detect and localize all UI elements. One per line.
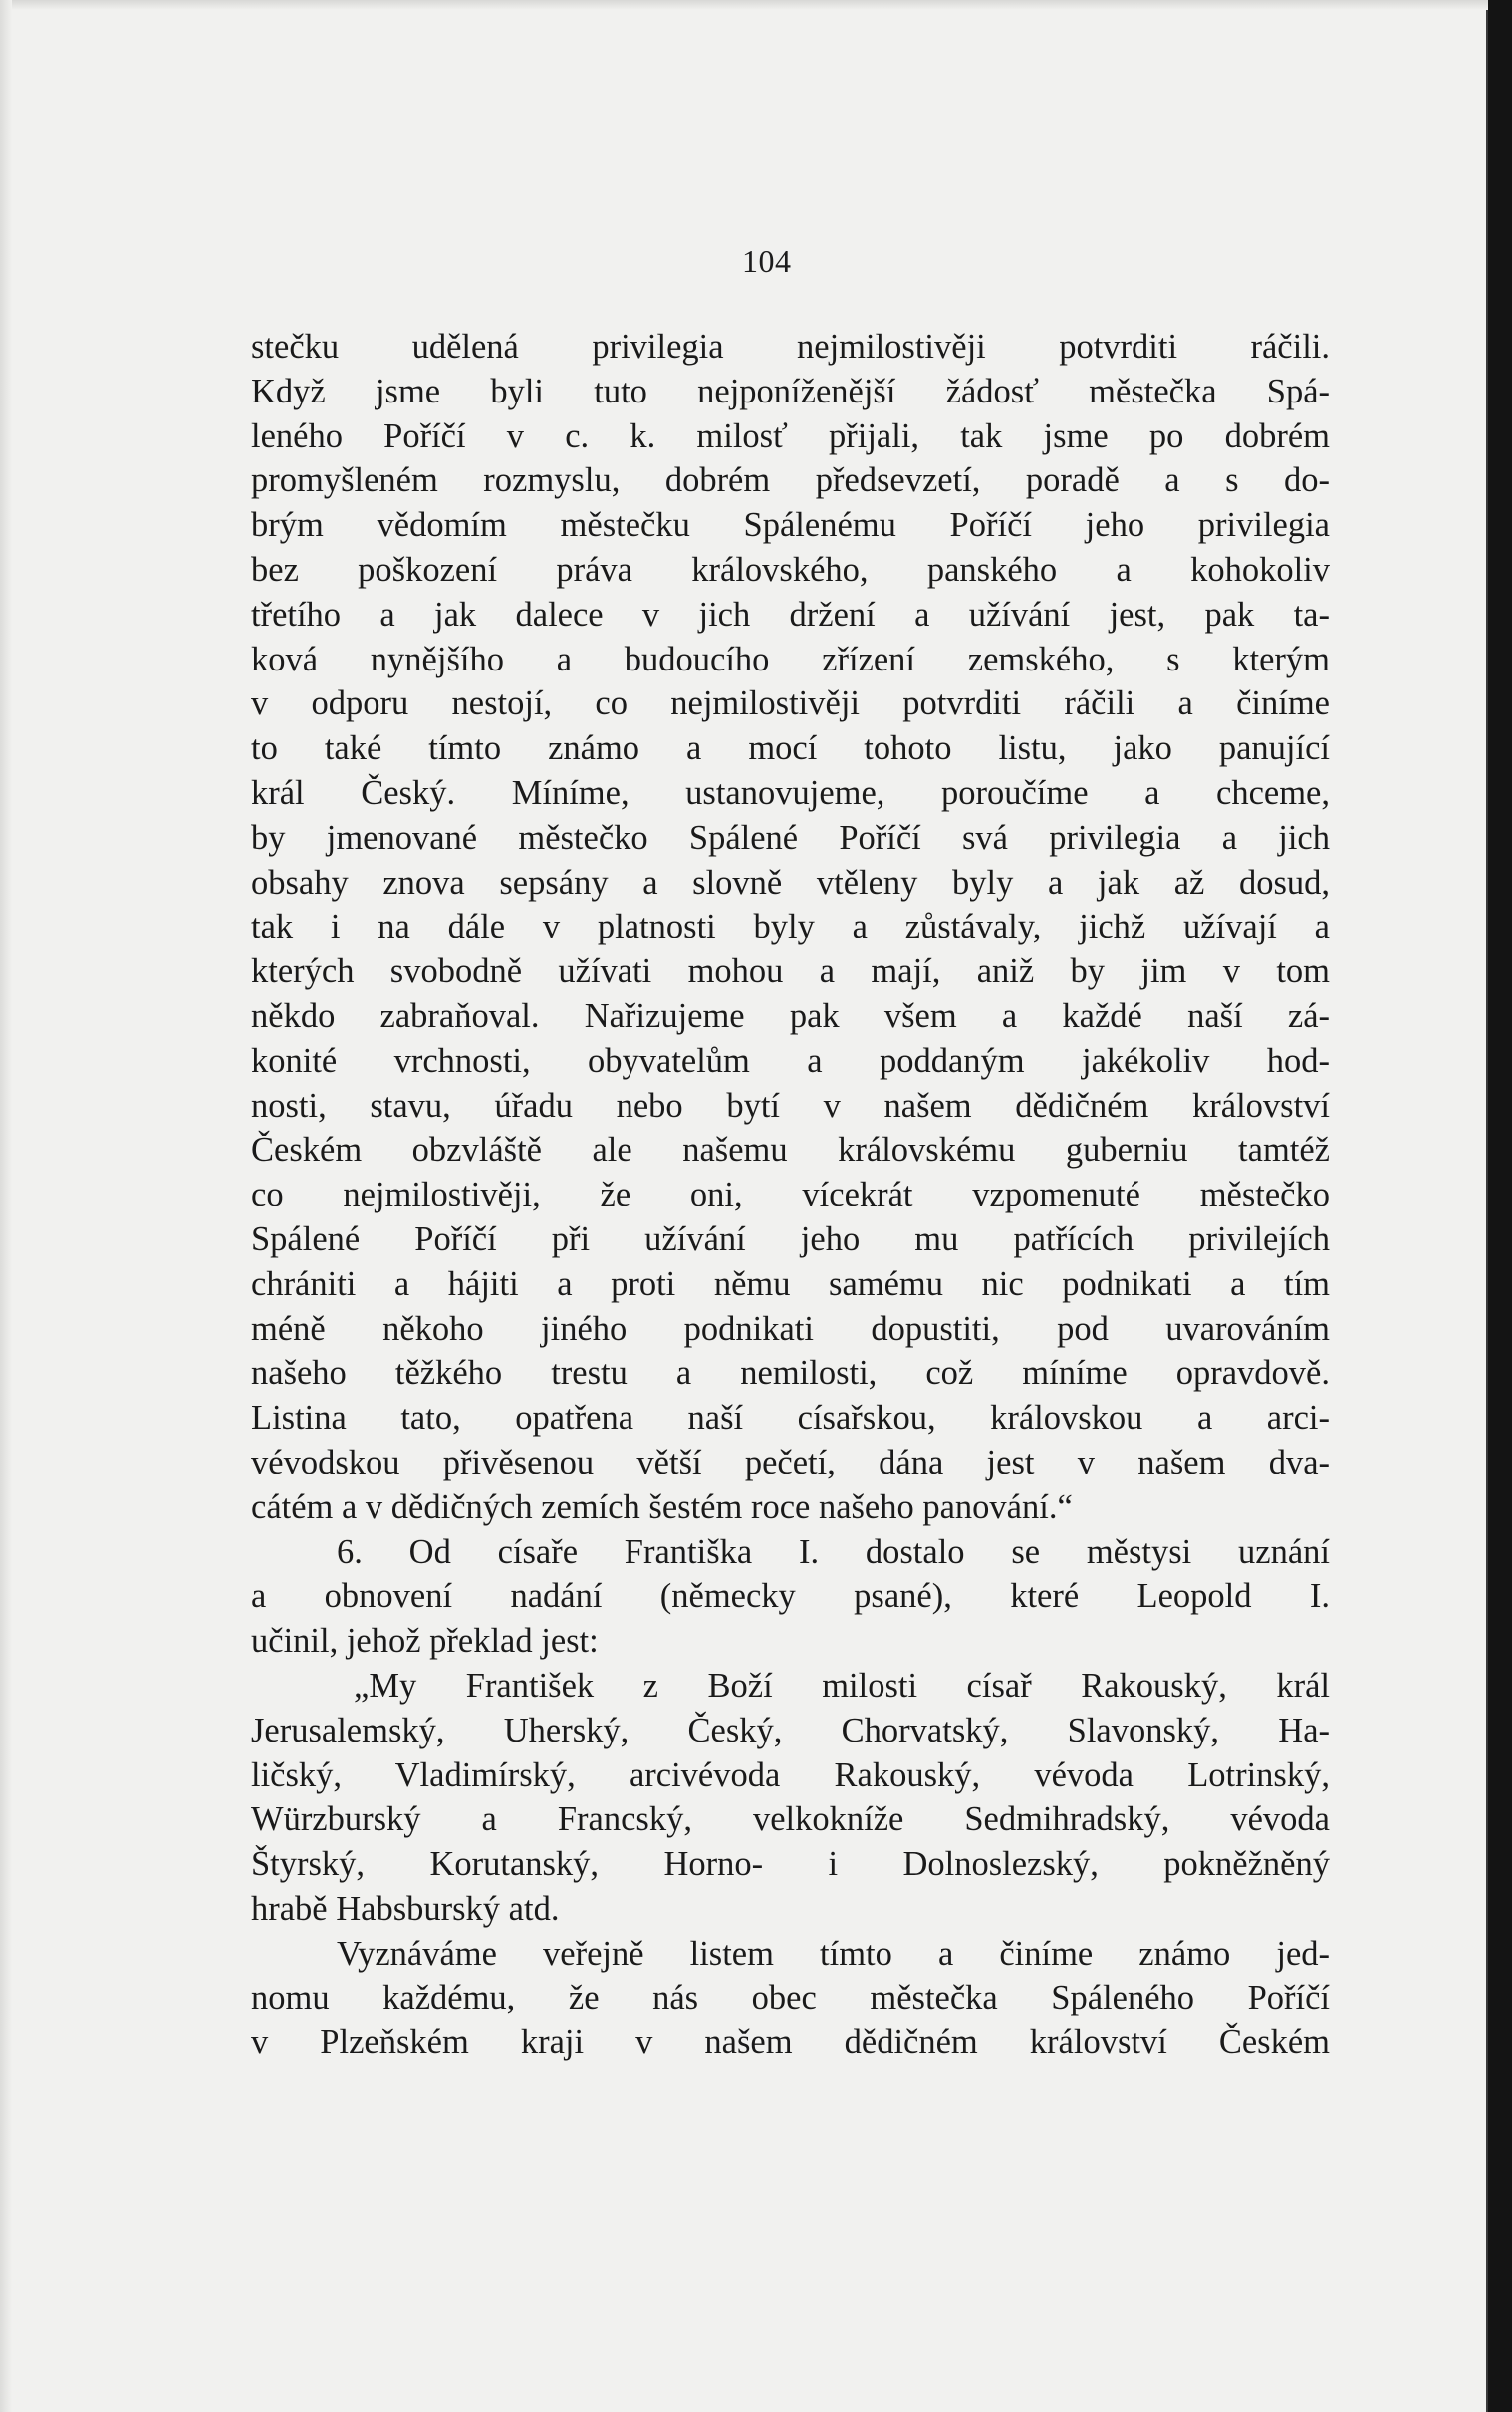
scan-border: [1488, 0, 1512, 2412]
text-line: Spálené Poříčí při užívání jeho mu patřících privilejích: [251, 1219, 1330, 1258]
text-line: ličský, Vladimírský, arcivévoda Rakouský, vévoda Lotrinský,: [251, 1755, 1330, 1794]
text-line: promyšleném rozmyslu, dobrém předsevzetí, poradě a s do-: [251, 461, 1330, 500]
text-line: Štyrský, Korutanský, Horno- i Dolnoslezský, pokněžněný: [251, 1845, 1330, 1884]
body-text: [251, 325, 1330, 2065]
text-line: obsahy znova sepsány a slovně vtěleny byly a jak až dosud,: [251, 863, 1330, 902]
text-line: nosti, stavu, úřadu nebo bytí v našem dědičném království: [251, 1086, 1330, 1125]
text-line: kterých svobodně užívati mohou a mají, aniž by jim v tom: [251, 952, 1330, 991]
text-line: bez poškození práva královského, panského a kohokoliv: [251, 550, 1330, 589]
page-number: 104: [742, 243, 792, 279]
text-line: 6. Od císaře Františka I. dostalo se městysi uznání: [337, 1532, 1330, 1571]
text-line: Vyznáváme veřejně listem tímto a činíme známo jed-: [337, 1934, 1330, 1973]
text-line: leného Poříčí v c. k. milosť přijali, tak jsme po dobrém: [251, 416, 1330, 455]
text-line: Würzburský a Francský, velkokníže Sedmihradský, vévoda: [251, 1800, 1330, 1839]
text-line: stečku udělená privilegia nejmilostivěji potvrditi ráčili.: [251, 328, 1330, 366]
text-line: vévodskou přivěsenou větší pečetí, dána jest v našem dva-: [251, 1443, 1330, 1481]
text-line: v Plzeňském kraji v našem dědičném království Českém: [251, 2023, 1330, 2062]
text-line: by jmenované městečko Spálené Poříčí svá privilegia a jich: [251, 818, 1330, 857]
text-line: Jerusalemský, Uherský, Český, Chorvatský, Slavonský, Ha-: [251, 1711, 1330, 1749]
text-line: chrániti a hájiti a proti němu samému nic podnikati a tím: [251, 1264, 1330, 1303]
text-line: to také tímto známo a mocí tohoto listu, jako panující: [251, 729, 1330, 768]
page-left-shadow: [0, 0, 12, 2412]
text-line: v odporu nestojí, co nejmilostivěji potvrditi ráčili a činíme: [251, 684, 1330, 723]
text-line: nomu každému, že nás obec městečka Spáleného Poříčí: [251, 1979, 1330, 2017]
text-line: cátém a v dědičných zemích šestém roce našeho panování.“: [251, 1487, 1073, 1526]
text-line: učinil, jehož překlad jest:: [251, 1622, 599, 1661]
text-line: někdo zabraňoval. Nařizujeme pak všem a každé naší zá-: [251, 996, 1330, 1035]
text-line: Listina tato, opatřena naší císařskou, královskou a arci-: [251, 1399, 1330, 1438]
text-line: konité vrchnosti, obyvatelům a poddaným jakékoliv hod-: [251, 1041, 1330, 1080]
text-line: Když jsme byli tuto nejponíženější žádosť městečka Spá-: [251, 372, 1330, 410]
text-line: král Český. Míníme, ustanovujeme, poroučíme a chceme,: [251, 773, 1330, 812]
text-line: Českém obzvláště ale našemu královskému guberniu tamtéž: [251, 1131, 1330, 1170]
text-line: hrabě Habsburský atd.: [251, 1889, 560, 1928]
page-top-shadow: [0, 0, 1488, 10]
text-line: „My František z Boží milosti císař Rakouský, král: [354, 1666, 1330, 1705]
text-line: co nejmilostivěji, že oni, vícekrát vzpomenuté městečko: [251, 1176, 1330, 1214]
text-line: a obnovení nadání (německy psané), které Leopold I.: [251, 1577, 1330, 1616]
text-line: méně někoho jiného podnikati dopustiti, pod uvarováním: [251, 1309, 1330, 1348]
text-line: třetího a jak dalece v jich držení a užívání jest, pak ta-: [251, 595, 1330, 634]
text-line: ková nynějšího a budoucího zřízení zemského, s kterým: [251, 640, 1330, 678]
text-line: našeho těžkého trestu a nemilosti, což míníme opravdově.: [251, 1354, 1330, 1393]
text-line: tak i na dále v platnosti byly a zůstávaly, jichž užívají a: [251, 908, 1330, 946]
text-line: brým vědomím městečku Spálenému Poříčí jeho privilegia: [251, 506, 1330, 545]
